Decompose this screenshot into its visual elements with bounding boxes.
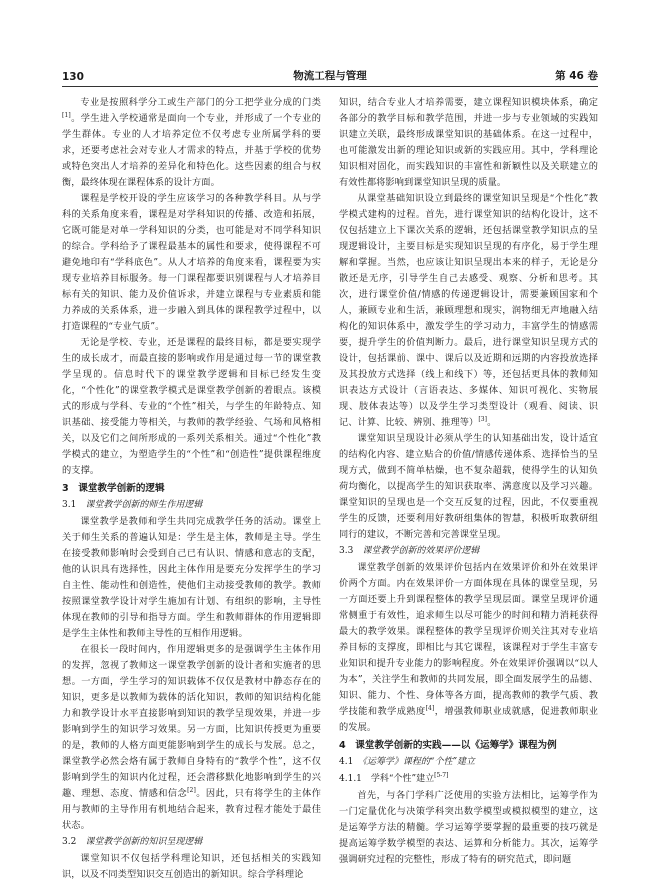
- page-number: 130: [62, 71, 84, 83]
- paragraph: 课堂教学创新的效果评价包括内在效果评价和外在效果评价两个方面。内在效果评价一方面体现在具体的课堂呈现，另一方面还要上升到课程整体的教学呈现层面。课堂呈现评价通常侧重于有效性，追求师生以尽可能少的时间和精力消耗获得最大的教学效果。课程整体的教学呈现评价则关注其对专业培养目标的支撑度，即相比与其它课程，该课程对于学生丰富专业知识和提升专业能力的影响程度。外在效果评价强调以“以人为本”，关注学生和教师的共同发展，即全面发展学生的品德、知识、能力、个性、身体等各方面，提高教师的教学气质、教学技能和教学成熟度[4]，增强教师职业成就感，促进教师职业的发展。: [339, 562, 598, 733]
- subsection-heading: 4.1 《运筹学》课程的“个性”建立: [339, 757, 476, 767]
- paragraph: 首先，与各门学科广泛使用的实验方法相比，运筹学作为一门定量优化与决策学科突出数学模型或模拟模型的建立，这是运筹学方法的精髓。学习运筹学要掌握的最重要的技巧就是提高运筹学数学模型的表达、运算和分析能力。其次，运筹学强调研究过程的完整性，形成了特有的研究范式，即问题: [339, 790, 598, 865]
- left-column: [62, 95, 321, 880]
- running-header: [62, 66, 598, 87]
- paragraph: 专业是按照科学分工或生产部门的分工把学业分成的门类[1]。学生进入学校通常是面向一个专业，并形成了一个专业的学生群体。专业的人才培养定位不仅考虑专业所属学科的要求，还要考虑社会对专业人才需求的特点，并基于学校的优势或特色突出人才培养的差异化和特色化。这些因素的组合与权衡，最终体现在课程体系的设计方面。: [62, 97, 321, 188]
- citation: [4]: [425, 704, 435, 712]
- paragraph: 课堂知识呈现设计必须从学生的认知基础出发，设计适宜的结构化内容、建立贴合的价值/情感传递体系、选择恰当的呈现方式，做到不简单枯燥，也不复杂超载，使得学生的认知负荷均衡化，以提高学生的知识获取率、满意度以及学习兴趣。课堂知识的呈现也是一个交互反复的过程，因此，不仅要重视学生的反馈，还要利用好教研组集体的智慧，积极听取教研组同行的建议，不断完善和完善课堂呈现。: [339, 433, 598, 540]
- journal-title: 物流工程与管理: [293, 70, 367, 82]
- section-heading: 3 课堂教学创新的逻辑: [62, 483, 165, 494]
- volume-label: 第 46 卷: [555, 70, 598, 82]
- body-columns: [62, 95, 598, 880]
- right-column: [339, 95, 598, 874]
- citation: [3]: [478, 415, 488, 423]
- section-heading: 4 课堂教学创新的实践——以《运筹学》课程为例: [339, 740, 557, 751]
- subsection-heading: 3.1 课堂教学创新的师生作用逻辑: [62, 500, 203, 510]
- paragraph: 从课堂基础知识设立到最终的课堂知识呈现是“个性化”教学模式建构的过程。首先，进行课堂知识的结构化设计，这不仅包括建立上下课次关系的逻辑，还包括课堂教学知识点的呈现逻辑设计，主要目标是实现知识呈现的有序化，易于学生理解和掌握。当然，也应该让知识呈现出本来的样子，无论是分散还是无序，引导学生自己去感受、观察、分析和思考。其次，进行课堂价值/情感的传递逻辑设计，需要兼顾国家和个人，兼顾专业和生活，兼顾理想和现实，润物细无声地融入结构化的知识体系中，激发学生的学习动力，丰富学生的情感需要，提升学生的价值判断力。最后，进行课堂知识呈现方式的设计，包括课前、课中、课后以及近期和远期的内容投放选择及其投放方式选择（线上和线下）等，还包括更具体的教师知识表达方式设计（言语表达、多媒体、知识可视化、实物展现、肢体表达等）以及学生学习类型设计（观看、阅读、识记、计算、比较、辨别、推理等）[3]。: [339, 193, 598, 428]
- paragraph: 在很长一段时间内，作用逻辑更多的是强调学生主体作用的发挥，忽视了教师这一课堂教学创新的设计者和实施者的思想。一方面，学生学习的知识载体不仅仅是教材中静态存在的知识，更多是以教师为载体的活化知识，教师的知识结构化能力和教学设计水平直接影响到知识的教学呈现效果，并进一步影响到学生的知识学习效果。另一方面，比知识传授更为重要的是，教师的人格方面更能影响到学生的成长与发展。总之，课堂教学必然会烙有属于教师自身特有的“教学个性”，这不仅影响到学生的知识内化过程，还会潜移默化地影响到学生的兴趣、理想、态度、情感和信念[2]。因此，只有将学生的主体作用与教师的主导作用有机地结合起来，教育过程才能处于最佳状态。: [62, 644, 321, 831]
- paragraph: 课堂知识不仅包括学科理论知识，还包括相关的实践知识，以及不同类型知识交互创造出的新知识。综合学科理论: [62, 853, 321, 880]
- subsubsection-heading: 4.1.1 学科“个性”建立[5-7]: [339, 772, 449, 784]
- subsection-heading: 3.3 课堂教学创新的效果评价逻辑: [339, 546, 480, 556]
- paragraph: 课程是学校开设的学生应该学习的各种教学科目。从与学科的关系角度来看，课程是对学科知识的传播、改造和拓展，它既可能是对单一学科知识的分类，也可能是对不同学科知识的综合。学科给予了课程最基本的属性和要求，使得课程不可避免地印有“学科底色”。从人才培养的角度来看，课程要为实现专业培养目标服务。每一门课程都要识别课程与人才培养目标有关的知识、能力及价值诉求，并建立课程与专业素质和能力养成的关系体系，进一步融入到具体的课程教学过程中，以打造课程的“专业气质”。: [62, 193, 321, 332]
- paragraph: 课堂教学是教师和学生共同完成教学任务的活动。课堂上关于师生关系的普遍认知是：学生是主体，教师是主导。学生在接受教师影响时会受到自己已有认识、情感和意志的支配，他的认识具有选择性，因此主体作用是要充分发挥学生的学习自主性、能动性和创造性，使他们主动接受教师的教学。教师按照课堂教学设计对学生施加有计划、有组织的影响，主导性体现在教师的引导和指导方面。学生和教师群体的作用逻辑即是学生主体性和教师主导性的互相作用逻辑。: [62, 516, 321, 639]
- citation: [1]: [62, 111, 71, 119]
- paragraph: 无论是学校、专业，还是课程的最终目标，都是要实现学生的成长成才，而最直接的影响或作用是通过每一节的课堂教学呈现的。信息时代下的课堂教学逻辑和目标已经发生变化，“个性化”的课堂教学模式是课堂教学创新的着眼点。该模式的形成与学科、专业的“个性”相关，与学生的年龄特点、知识基础、接受能力等相关，与教师的教学经验、气场和风格相关，以及它们之间所形成的一系列关系相关。通过“个性化”教学模式的建立，为塑造学生的“个性”和“创造性”提供课程维度的支撑。: [62, 337, 321, 476]
- citation: [5-7]: [434, 772, 449, 779]
- subsection-heading: 3.2 课堂教学创新的知识呈现逻辑: [62, 837, 203, 847]
- paragraph: 知识，结合专业人才培养需要，建立课程知识模块体系，确定各部分的教学目标和教学范围，并进一步与专业领域的实践知识建立关联，最终形成课堂知识的基础体系。在这一过程中，也可能激发出新的理论知识或新的实践应用。其中，学科理论知识相对固化，而实践知识的丰富性和新颖性以及关联建立的有效性都将影响到课堂知识呈现的质量。: [339, 97, 598, 188]
- citation: [2]: [187, 786, 196, 794]
